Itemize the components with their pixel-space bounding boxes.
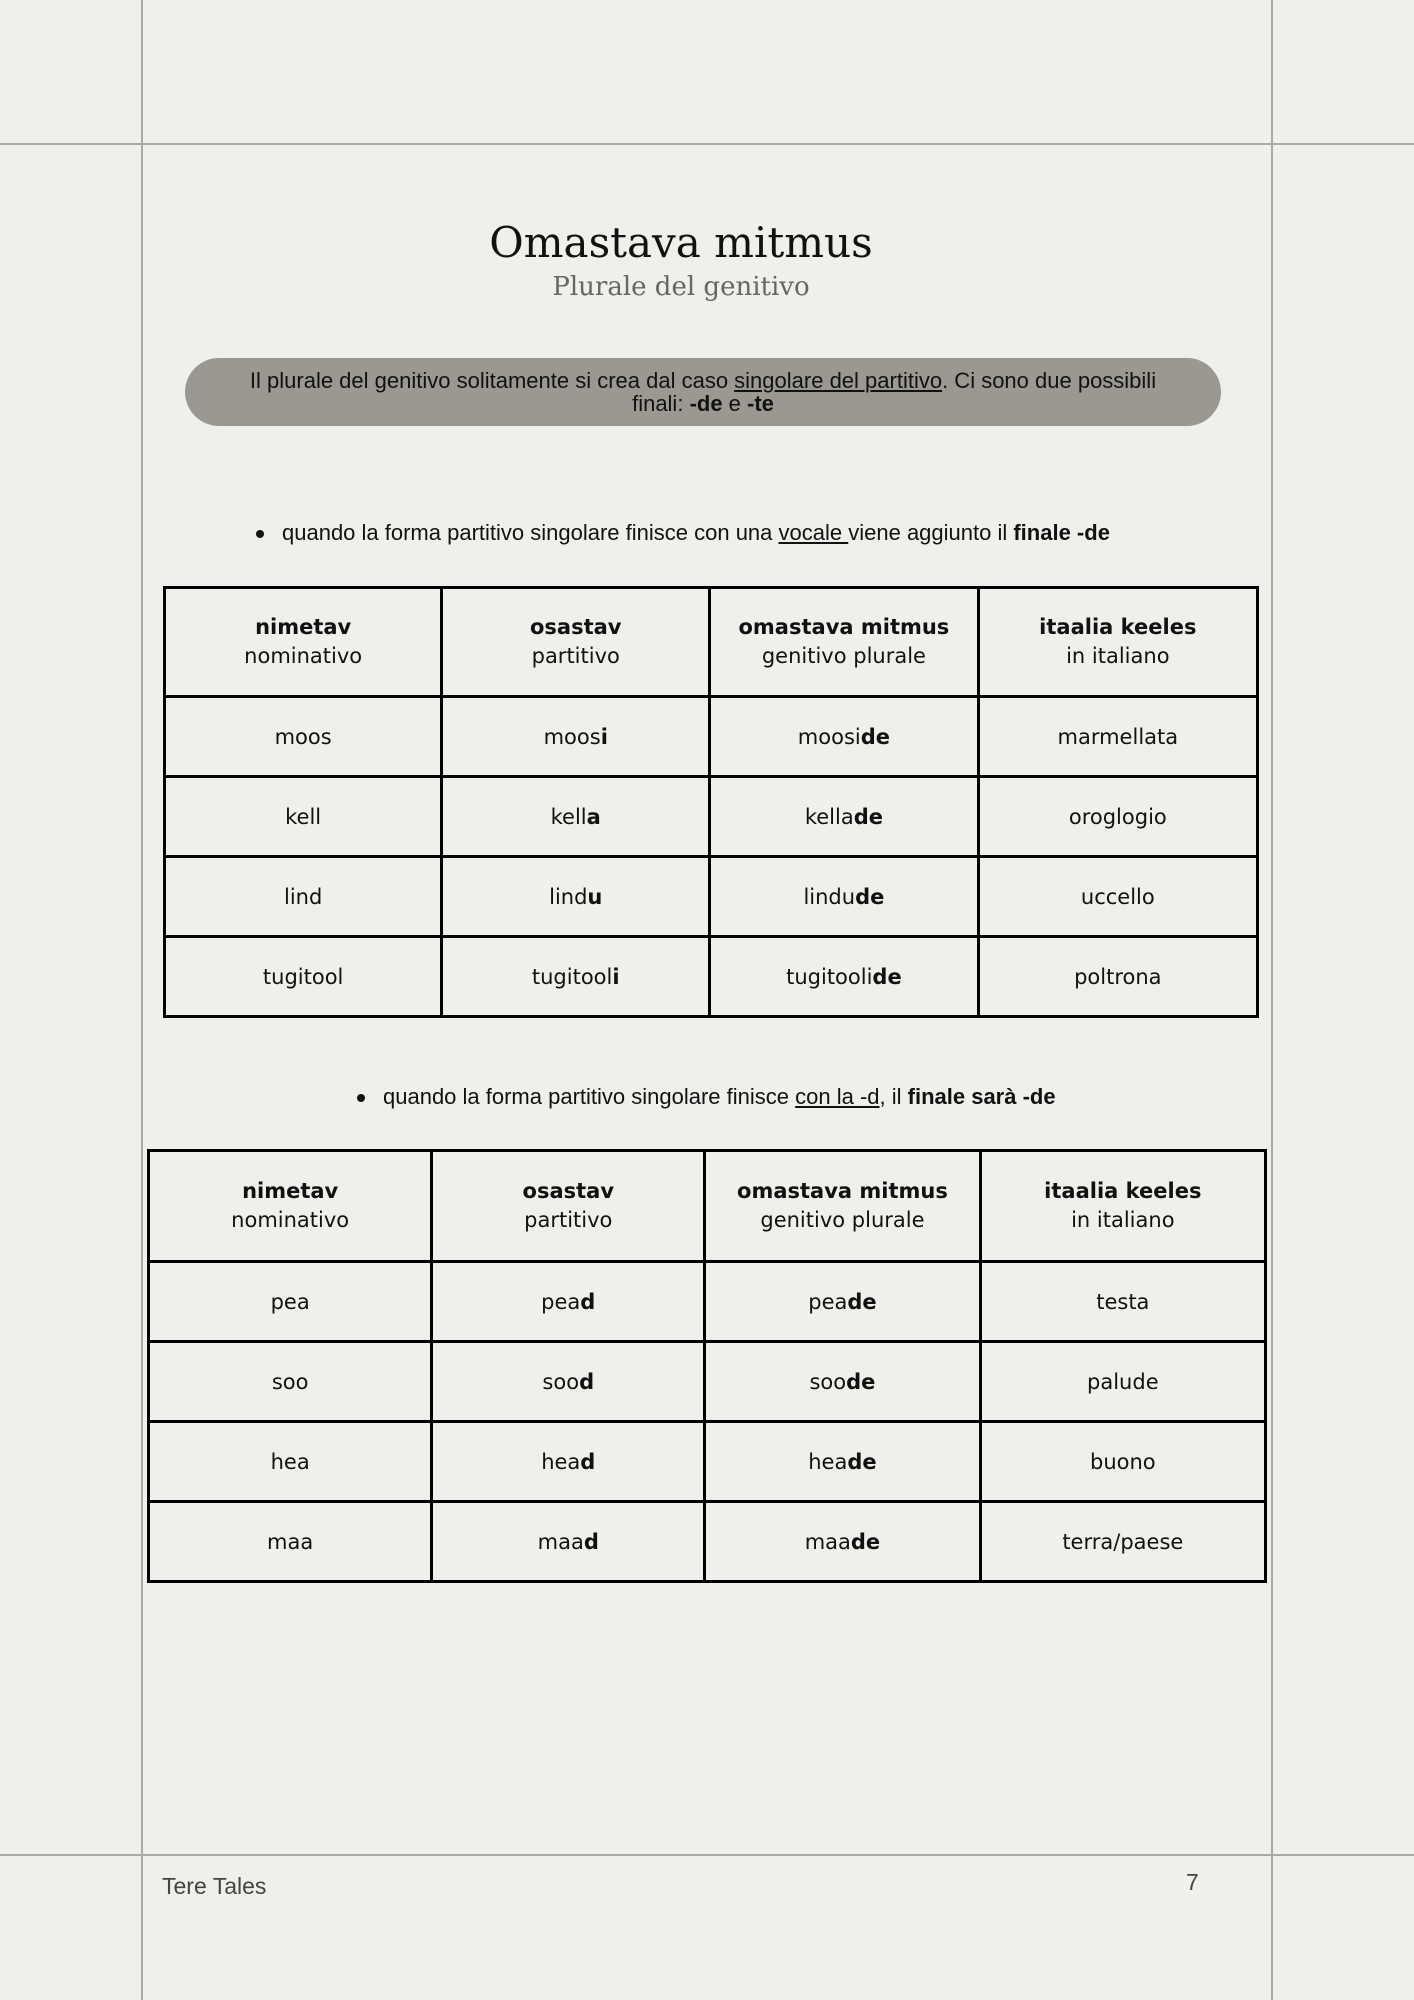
- header-italian: partitivo: [524, 1208, 613, 1232]
- bullet-icon: [357, 1094, 365, 1102]
- cell-stem: maa: [804, 1529, 851, 1554]
- cell-stem: kell: [285, 804, 322, 829]
- cell-ending: i: [600, 724, 608, 749]
- header-italian: genitivo plurale: [761, 644, 926, 668]
- bullet-underline: vocale: [778, 520, 849, 545]
- intro-text: . Ci sono due possibili finali:: [632, 368, 1157, 416]
- cell-ending: d: [580, 1449, 596, 1474]
- header-cell: [710, 588, 978, 697]
- table-cell: [978, 937, 1257, 1017]
- header-cell: [978, 588, 1257, 697]
- cell-stem: marmellata: [1057, 724, 1179, 749]
- header-italian: in italiano: [1071, 1208, 1175, 1232]
- cell-stem: moosi: [797, 724, 861, 749]
- cell-ending: d: [579, 1369, 595, 1394]
- cell-ending: de: [847, 1289, 877, 1314]
- intro-bold: -te: [747, 391, 774, 416]
- header-italian: nominativo: [231, 1208, 350, 1232]
- table-row: [149, 1342, 1266, 1422]
- cell-ending: de: [846, 1369, 876, 1394]
- cell-stem: lind: [283, 884, 323, 909]
- table-row: [165, 857, 1258, 937]
- cell-ending: d: [583, 1529, 599, 1554]
- table-cell: [432, 1422, 705, 1502]
- cell-stem: maa: [267, 1529, 314, 1554]
- header-estonian: omastava mitmus: [738, 615, 950, 639]
- header-estonian: nimetav: [242, 1179, 339, 1203]
- header-cell: [705, 1151, 980, 1262]
- cell-stem: hea: [541, 1449, 581, 1474]
- page-title: Omastava mitmus: [489, 218, 873, 267]
- bullet-text: , il: [879, 1084, 908, 1109]
- cell-stem: tugitool: [531, 964, 613, 989]
- cell-ending: i: [612, 964, 620, 989]
- table-cell: [165, 697, 442, 777]
- cell-stem: lindu: [803, 884, 856, 909]
- header-estonian: itaalia keeles: [1039, 615, 1197, 639]
- table-cell: [710, 777, 978, 857]
- table-cell: [978, 777, 1257, 857]
- cell-stem: palude: [1087, 1369, 1159, 1394]
- cell-stem: tugitool: [262, 964, 344, 989]
- table-cell: [432, 1262, 705, 1342]
- cell-ending: d: [580, 1289, 596, 1314]
- bullet-bold: finale -de: [1013, 520, 1110, 545]
- table-cell: [705, 1262, 980, 1342]
- table-cell: [149, 1502, 432, 1582]
- header-cell: [442, 588, 710, 697]
- table-cell: [710, 937, 978, 1017]
- header-estonian: osastav: [522, 1179, 615, 1203]
- cell-stem: maa: [537, 1529, 584, 1554]
- cell-ending: de: [853, 804, 883, 829]
- cell-ending: de: [872, 964, 902, 989]
- table-row: [149, 1262, 1266, 1342]
- cell-stem: moos: [543, 724, 601, 749]
- table-cell: [442, 937, 710, 1017]
- cell-stem: soo: [271, 1369, 309, 1394]
- cell-ending: u: [587, 884, 603, 909]
- cell-ending: de: [850, 1529, 881, 1554]
- bullet-text: viene aggiunto il: [848, 520, 1014, 545]
- header-estonian: omastava mitmus: [737, 1179, 948, 1203]
- page-number: 7: [1186, 1869, 1199, 1895]
- intro-bold: -de: [689, 391, 723, 416]
- table-cell: [980, 1502, 1265, 1582]
- bullet-underline: con la -d: [795, 1084, 880, 1109]
- cell-stem: terra/paese: [1062, 1529, 1184, 1554]
- header-cell: [432, 1151, 705, 1262]
- cell-stem: oroglogio: [1068, 804, 1167, 829]
- table-header-row: [165, 588, 1258, 697]
- table-cell: [149, 1342, 432, 1422]
- table-cell: [978, 857, 1257, 937]
- table-cell: [705, 1342, 980, 1422]
- table-cell: [442, 857, 710, 937]
- cell-ending: de: [847, 1449, 877, 1474]
- footer-brand: Tere Tales: [162, 1873, 267, 1899]
- header-italian: nominativo: [244, 644, 363, 668]
- cell-stem: poltrona: [1074, 964, 1162, 989]
- table-cell: [165, 937, 442, 1017]
- cell-stem: hea: [808, 1449, 848, 1474]
- table-cell: [165, 857, 442, 937]
- table-row: [165, 937, 1258, 1017]
- page-subtitle: Plurale del genitivo: [552, 272, 810, 302]
- table-cell: [980, 1342, 1265, 1422]
- table-row: [149, 1502, 1266, 1582]
- cell-stem: buono: [1089, 1449, 1156, 1474]
- table-cell: [432, 1342, 705, 1422]
- rule-bullet-2: [357, 1084, 1056, 1110]
- d-ending-table: [147, 1149, 1267, 1583]
- bullet-text: quando la forma partitivo singolare finisce con una: [282, 520, 779, 545]
- cell-ending: a: [586, 804, 601, 829]
- cell-stem: lind: [549, 884, 588, 909]
- table-cell: [442, 777, 710, 857]
- cell-stem: moos: [274, 724, 332, 749]
- table-cell: [432, 1502, 705, 1582]
- table-cell: [710, 857, 978, 937]
- header-italian: in italiano: [1066, 644, 1170, 668]
- intro-callout: [185, 358, 1221, 426]
- bullet-icon: [256, 530, 264, 538]
- vowel-ending-table: [163, 586, 1259, 1018]
- guide-line: [0, 143, 1414, 145]
- table-row: [149, 1422, 1266, 1502]
- cell-stem: soo: [542, 1369, 580, 1394]
- cell-stem: pea: [541, 1289, 581, 1314]
- header-estonian: nimetav: [255, 615, 352, 639]
- table-cell: [149, 1262, 432, 1342]
- header-estonian: itaalia keeles: [1044, 1179, 1202, 1203]
- table-row: [165, 777, 1258, 857]
- cell-stem: tugitooli: [786, 964, 873, 989]
- cell-stem: uccello: [1080, 884, 1155, 909]
- table-cell: [149, 1422, 432, 1502]
- header-estonian: osastav: [529, 615, 622, 639]
- cell-stem: hea: [270, 1449, 310, 1474]
- cell-stem: kella: [804, 804, 854, 829]
- table-header-row: [149, 1151, 1266, 1262]
- header-cell: [165, 588, 442, 697]
- cell-stem: pea: [808, 1289, 848, 1314]
- cell-stem: pea: [270, 1289, 310, 1314]
- intro-underline: singolare del partitivo: [734, 368, 943, 393]
- intro-text: Il plurale del genitivo solitamente si crea dal caso: [249, 368, 735, 393]
- cell-stem: kell: [550, 804, 587, 829]
- cell-stem: testa: [1096, 1289, 1150, 1314]
- header-cell: [980, 1151, 1265, 1262]
- header-italian: genitivo plurale: [760, 1208, 925, 1232]
- table-cell: [705, 1502, 980, 1582]
- table-cell: [980, 1422, 1265, 1502]
- cell-ending: de: [855, 884, 885, 909]
- rule-bullet-1: [256, 520, 1110, 546]
- table-cell: [442, 697, 710, 777]
- table-cell: [980, 1262, 1265, 1342]
- cell-stem: soo: [809, 1369, 847, 1394]
- table-cell: [705, 1422, 980, 1502]
- table-cell: [710, 697, 978, 777]
- bullet-text: quando la forma partitivo singolare finisce: [383, 1084, 796, 1109]
- guide-line: [0, 1854, 1414, 1856]
- intro-text: e: [722, 391, 748, 416]
- header-italian: partitivo: [531, 644, 620, 668]
- cell-ending: de: [860, 724, 891, 749]
- table-cell: [165, 777, 442, 857]
- table-row: [165, 697, 1258, 777]
- table-cell: [978, 697, 1257, 777]
- header-cell: [149, 1151, 432, 1262]
- bullet-bold: finale sarà -de: [907, 1084, 1056, 1109]
